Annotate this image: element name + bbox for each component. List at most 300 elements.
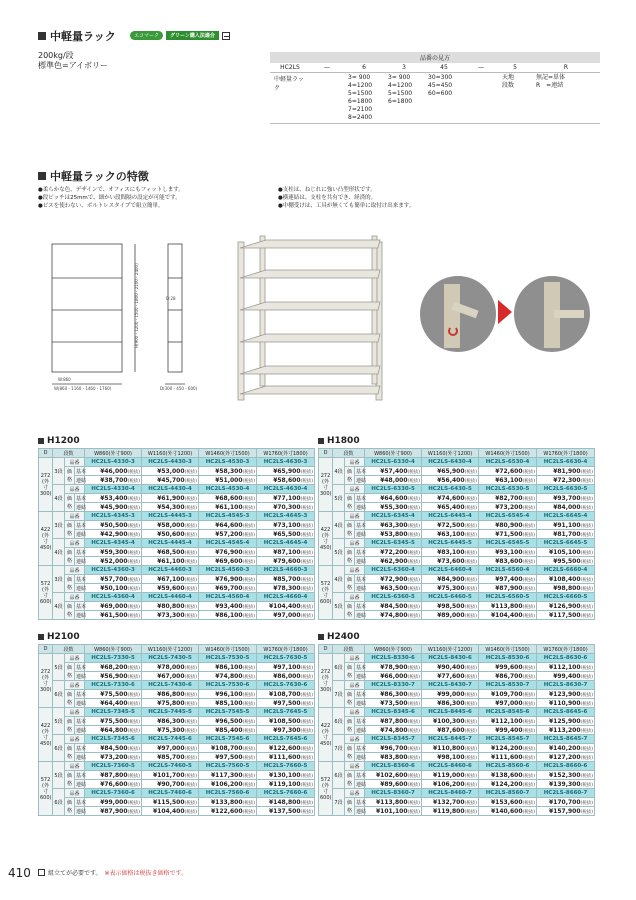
price-base: ¥132,700(税抜) xyxy=(422,798,479,807)
color-spec: 標準色=アイボリー xyxy=(38,61,108,70)
price-base: ¥82,700(税抜) xyxy=(479,494,537,503)
price-base: ¥58,300(税抜) xyxy=(199,467,257,476)
price-linked: ¥78,300(税抜) xyxy=(257,584,315,593)
price-base: ¥153,600(税抜) xyxy=(479,798,537,807)
price-linked: ¥111,600(税抜) xyxy=(479,753,537,762)
price-table-h2400: H2400 D 段数 W860(外寸900) W1160(外寸1200) W1460(外寸1500) W1760(外寸1800) 272 (外寸 300) 6段 品番 HC2LS-8330-6 HC2LS-8430-6 HC2LS-8530-6 HC2LS-8630-6 価格 基本 ¥78,900(税抜) ¥90,400(税抜) ¥99,600(税抜) ¥112,100(税抜) 連結 ¥66,000(税抜) ¥77,600(税抜) ¥86,700(税抜) ¥99,400(税抜) 7段 品番 HC2LS-8330-7 HC2LS-8430-7 HC2LS-8530-7 HC2LS-8630-7 価格 基本 ¥86,300(税抜) ¥99,000(税抜) ¥109,700(税抜) ¥123,900(税抜) 連結 ¥73,500(税抜) ¥86,300(税抜) ¥97,000(税抜) ¥110,900(税抜) 422 (外寸 450) 6段 品番 HC2LS-8345-6 HC2LS-8445-6 HC2LS-8545-6 HC2LS-8645-6 価格 基本 ¥87,800(税抜) ¥100,300(税抜) ¥112,100(税抜) ¥125,900(税抜) 連結 ¥74,800(税抜) ¥87,600(税抜) ¥99,400(税抜) ¥113,200(税抜) 7段 品番 HC2LS-8345-7 HC2LS-8445-7 HC2LS-8545-7 HC2LS-8645-7 価格 基本 ¥96,700(税抜) ¥110,800(税抜) ¥124,200(税抜) ¥140,200(税抜) 連結 ¥83,800(税抜) ¥98,100(税抜) ¥111,600(税抜) ¥127,200(税抜) 572 (外寸 600) 6段 品番 HC2LS-8360-6 HC2LS-8460-6 HC2LS-8560-6 HC2LS-8660-6 価格 基本 ¥102,600(税抜) ¥119,000(税抜) ¥138,600(税抜) ¥152,300(税抜) 連結 ¥89,600(税抜) ¥106,200(税抜) ¥124,200(税抜) ¥139,300(税抜) 7段 品番 HC2LS-8360-7 HC2LS-8460-7 HC2LS-8560-7 HC2LS-8660-7 価格 基本 ¥113,800(税抜) ¥132,700(税抜) ¥153,600(税抜) ¥170,700(税抜) 連結 ¥101,100(税抜) ¥119,800(税抜) ¥140,600(税抜) ¥157,900(税抜) xyxy=(320,632,594,815)
product-code: HC2LS-7530-5 xyxy=(199,654,257,663)
product-code: HC2LS-8345-7 xyxy=(365,735,422,744)
price-base: ¥72,500(税抜) xyxy=(422,521,479,530)
price-base: ¥122,600(税抜) xyxy=(257,744,315,753)
product-code: HC2LS-8645-7 xyxy=(537,735,595,744)
price-base: ¥68,500(税抜) xyxy=(142,548,199,557)
price-linked: ¥61,100(税抜) xyxy=(142,557,199,566)
product-code: HC2LS-7545-5 xyxy=(199,708,257,717)
price-linked: ¥54,300(税抜) xyxy=(142,503,199,512)
price-linked: ¥101,100(税抜) xyxy=(365,807,422,816)
product-code: HC2LS-7345-6 xyxy=(85,735,142,744)
price-base: ¥84,500(税抜) xyxy=(365,602,422,611)
product-code: HC2LS-4360-4 xyxy=(85,593,142,602)
depth-cell: 422 (外寸 450) xyxy=(39,708,53,762)
product-code: HC2LS-7645-6 xyxy=(257,735,315,744)
price-base: ¥133,800(税抜) xyxy=(199,798,257,807)
price-linked: ¥69,600(税抜) xyxy=(199,557,257,566)
price-base: ¥75,500(税抜) xyxy=(85,690,142,699)
feature-item: ●柔らかな色、デザインで、オフィスにもフィットします。 xyxy=(38,187,184,193)
depth-cell: 572 (外寸 600) xyxy=(319,566,333,620)
code-option: 30=300 xyxy=(428,74,453,81)
price-linked: ¥122,600(税抜) xyxy=(199,807,257,816)
product-code: HC2LS-7460-6 xyxy=(142,789,199,798)
product-code: HC2LS-4460-4 xyxy=(142,593,199,602)
price-linked: ¥90,700(税抜) xyxy=(142,780,199,789)
product-code: HC2LS-4560-4 xyxy=(199,593,257,602)
width-header: W1160(外寸1200) xyxy=(142,645,199,654)
product-code: HC2LS-8460-7 xyxy=(422,789,479,798)
product-code: HC2LS-4345-3 xyxy=(85,512,142,521)
price-linked: ¥59,600(税抜) xyxy=(142,584,199,593)
price-linked: ¥111,600(税抜) xyxy=(257,753,315,762)
width-header: W1160(外寸1200) xyxy=(142,449,199,458)
product-code: HC2LS-8345-6 xyxy=(365,708,422,717)
price-linked: ¥70,300(税抜) xyxy=(257,503,315,512)
features-title-text: 中軽量ラックの特徴 xyxy=(50,170,149,183)
tier-count: 5段 xyxy=(53,708,65,735)
product-code: HC2LS-4460-3 xyxy=(142,566,199,575)
price-base: ¥64,600(税抜) xyxy=(199,521,257,530)
product-code: HC2LS-6430-5 xyxy=(422,485,479,494)
price-linked: ¥86,000(税抜) xyxy=(257,672,315,681)
price-linked: ¥95,500(税抜) xyxy=(537,557,595,566)
price-base: ¥86,300(税抜) xyxy=(142,717,199,726)
price-table-title: H2400 xyxy=(318,632,595,642)
price-linked: ¥87,600(税抜) xyxy=(422,726,479,735)
price-base: ¥93,100(税抜) xyxy=(479,548,537,557)
eco-mark-badge: エコマーク xyxy=(130,31,163,40)
price-base: ¥113,800(税抜) xyxy=(479,602,537,611)
price-linked: ¥73,200(税抜) xyxy=(479,503,537,512)
tier-count: 5段 xyxy=(333,539,345,566)
price-linked: ¥110,900(税抜) xyxy=(537,699,595,708)
product-code: HC2LS-4530-3 xyxy=(199,458,257,467)
tier-count: 7段 xyxy=(333,681,345,708)
price-linked: ¥48,000(税抜) xyxy=(365,476,422,485)
product-code: HC2LS-4645-3 xyxy=(257,512,315,521)
price-linked: ¥63,500(税抜) xyxy=(365,584,422,593)
price-linked: ¥98,800(税抜) xyxy=(537,584,595,593)
product-code: HC2LS-4430-3 xyxy=(142,458,199,467)
price-base: ¥78,000(税抜) xyxy=(142,663,199,672)
price-linked: ¥73,300(税抜) xyxy=(142,611,199,620)
product-code: HC2LS-8630-6 xyxy=(537,654,595,663)
product-code: HC2LS-7360-6 xyxy=(85,789,142,798)
price-linked: ¥75,300(税抜) xyxy=(142,726,199,735)
tier-count: 4段 xyxy=(53,593,65,620)
code-guide-caption: 品番の見方 xyxy=(270,52,600,63)
product-code: HC2LS-7545-6 xyxy=(199,735,257,744)
price-linked: ¥127,200(税抜) xyxy=(537,753,595,762)
product-code: HC2LS-8445-7 xyxy=(422,735,479,744)
code-option: 7=2100 xyxy=(348,106,373,113)
price-linked: ¥52,000(税抜) xyxy=(85,557,142,566)
price-linked: ¥99,400(税抜) xyxy=(479,726,537,735)
price-linked: ¥74,800(税抜) xyxy=(365,611,422,620)
price-linked: ¥50,100(税抜) xyxy=(85,584,142,593)
tier-count: 6段 xyxy=(53,735,65,762)
width-header: W860(外寸900) xyxy=(85,645,142,654)
code-part: 6 xyxy=(344,63,384,73)
product-code: HC2LS-6660-4 xyxy=(537,566,595,575)
price-base: ¥140,200(税抜) xyxy=(537,744,595,753)
width-header: W1460(外寸1500) xyxy=(479,449,537,458)
product-code: HC2LS-4530-4 xyxy=(199,485,257,494)
price-base: ¥101,700(税抜) xyxy=(142,771,199,780)
product-code: HC2LS-4430-4 xyxy=(142,485,199,494)
code-option: 3= 900 xyxy=(348,74,371,81)
price-base: ¥76,900(税抜) xyxy=(199,575,257,584)
eco-badges xyxy=(130,31,230,40)
price-base: ¥109,700(税抜) xyxy=(479,690,537,699)
product-code: HC2LS-7430-5 xyxy=(142,654,199,663)
price-base: ¥96,700(税抜) xyxy=(365,744,422,753)
price-linked: ¥85,400(税抜) xyxy=(199,726,257,735)
product-code: HC2LS-8560-6 xyxy=(479,762,537,771)
price-linked: ¥66,000(税抜) xyxy=(365,672,422,681)
price-base: ¥115,500(税抜) xyxy=(142,798,199,807)
price-base: ¥93,700(税抜) xyxy=(537,494,595,503)
price-base: ¥96,500(税抜) xyxy=(199,717,257,726)
depth-cell: 572 (外寸 600) xyxy=(319,762,333,816)
price-base: ¥108,700(税抜) xyxy=(257,690,315,699)
price-linked: ¥97,500(税抜) xyxy=(199,753,257,762)
code-option: 4=1200 xyxy=(388,82,413,89)
product-code: HC2LS-8645-6 xyxy=(537,708,595,717)
price-base: ¥84,500(税抜) xyxy=(85,744,142,753)
assembly-note: 組立てが必要です。 xyxy=(48,870,102,877)
price-linked: ¥97,300(税抜) xyxy=(257,726,315,735)
green-purchase-badge: グリーン購入法適合 xyxy=(166,31,219,40)
product-code: HC2LS-4660-3 xyxy=(257,566,315,575)
price-base: ¥67,100(税抜) xyxy=(142,575,199,584)
code-option: 6=1800 xyxy=(348,98,373,105)
code-guide xyxy=(270,52,600,124)
tier-count: 7段 xyxy=(333,789,345,816)
price-base: ¥108,700(税抜) xyxy=(199,744,257,753)
tier-count: 7段 xyxy=(333,735,345,762)
rack-product-image xyxy=(230,236,390,404)
features-right xyxy=(278,186,414,210)
price-linked: ¥65,400(税抜) xyxy=(422,503,479,512)
product-code: HC2LS-7345-5 xyxy=(85,708,142,717)
product-code: HC2LS-8360-7 xyxy=(365,789,422,798)
price-base: ¥90,400(税抜) xyxy=(422,663,479,672)
price-base: ¥110,800(税抜) xyxy=(422,744,479,753)
feature-item: ●中棚受けは、工具が無くても簡単に取付け出来ます。 xyxy=(278,203,415,209)
features-square xyxy=(38,172,46,180)
product-code: HC2LS-8360-6 xyxy=(365,762,422,771)
price-base: ¥58,000(税抜) xyxy=(142,521,199,530)
price-linked: ¥119,800(税抜) xyxy=(422,807,479,816)
product-code: HC2LS-8530-6 xyxy=(479,654,537,663)
price-base: ¥76,900(税抜) xyxy=(199,548,257,557)
depth-cell: 422 (外寸 450) xyxy=(39,512,53,566)
tier-count: 5段 xyxy=(53,654,65,681)
product-code: HC2LS-6345-5 xyxy=(365,539,422,548)
code-option: 3= 900 xyxy=(388,74,411,81)
product-code: HC2LS-6545-5 xyxy=(479,539,537,548)
product-code: HC2LS-8430-7 xyxy=(422,681,479,690)
product-code: HC2LS-7445-6 xyxy=(142,735,199,744)
product-code: HC2LS-8330-6 xyxy=(365,654,422,663)
code-part: R xyxy=(532,63,600,73)
price-linked: ¥137,500(税抜) xyxy=(257,807,315,816)
code-option: 5=1500 xyxy=(388,90,413,97)
width-header: W860(外寸900) xyxy=(85,449,142,458)
price-linked: ¥140,600(税抜) xyxy=(479,807,537,816)
product-code: HC2LS-7660-6 xyxy=(257,789,315,798)
depth-cell: 272 (外寸 300) xyxy=(319,458,333,512)
price-base: ¥108,500(税抜) xyxy=(257,717,315,726)
price-base: ¥57,400(税抜) xyxy=(365,467,422,476)
price-base: ¥97,100(税抜) xyxy=(257,663,315,672)
price-table-h1800: H1800 D 段数 W860(外寸900) W1160(外寸1200) W1460(外寸1500) W1760(外寸1800) 272 (外寸 300) 4段 品番 HC2LS-6330-4 HC2LS-6430-4 HC2LS-6530-4 HC2LS-6630-4 価格 基本 ¥57,400(税抜) ¥65,900(税抜) ¥72,600(税抜) ¥81,900(税抜) 連結 ¥48,000(税抜) ¥56,400(税抜) ¥63,100(税抜) ¥72,300(税抜) 5段 品番 HC2LS-6330-5 HC2LS-6430-5 HC2LS-6530-5 HC2LS-6630-5 価格 基本 ¥64,600(税抜) ¥74,600(税抜) ¥82,700(税抜) ¥93,700(税抜) 連結 ¥55,300(税抜) ¥65,400(税抜) ¥73,200(税抜) ¥84,000(税抜) 422 (外寸 450) 4段 品番 HC2LS-6345-4 HC2LS-6445-4 HC2LS-6545-4 HC2LS-6645-4 価格 基本 ¥63,300(税抜) ¥72,500(税抜) ¥80,900(税抜) ¥91,100(税抜) 連結 ¥53,800(税抜) ¥63,100(税抜) ¥71,500(税抜) ¥81,700(税抜) 5段 品番 HC2LS-6345-5 HC2LS-6445-5 HC2LS-6545-5 HC2LS-6645-5 価格 基本 ¥72,200(税抜) ¥83,100(税抜) ¥93,100(税抜) ¥105,100(税抜) 連結 ¥62,900(税抜) ¥73,600(税抜) ¥83,600(税抜) ¥95,500(税抜) 572 (外寸 600) 4段 品番 HC2LS-6360-4 HC2LS-6460-4 HC2LS-6560-4 HC2LS-6660-4 価格 基本 ¥72,900(税抜) ¥84,900(税抜) ¥97,400(税抜) ¥108,400(税抜) 連結 ¥63,500(税抜) ¥75,300(税抜) ¥87,900(税抜) ¥98,800(税抜) 5段 品番 HC2LS-6360-5 HC2LS-6460-5 HC2LS-6560-5 HC2LS-6660-5 価格 基本 ¥84,500(税抜) ¥98,500(税抜) ¥113,800(税抜) ¥126,900(税抜) 連結 ¥74,800(税抜) ¥89,000(税抜) ¥104,400(税抜) ¥117,500(税抜) xyxy=(320,436,594,619)
d-range-label: D(300・450・600) xyxy=(160,386,198,391)
price-base: ¥123,900(税抜) xyxy=(537,690,595,699)
tier-count: 5段 xyxy=(333,485,345,512)
product-code: HC2LS-4545-3 xyxy=(199,512,257,521)
features-title xyxy=(38,168,149,184)
price-linked: ¥106,200(税抜) xyxy=(422,780,479,789)
product-code: HC2LS-8445-6 xyxy=(422,708,479,717)
product-code: HC2LS-6660-5 xyxy=(537,593,595,602)
product-code: HC2LS-6645-5 xyxy=(537,539,595,548)
price-linked: ¥62,900(税抜) xyxy=(365,557,422,566)
price-base: ¥112,100(税抜) xyxy=(537,663,595,672)
feature-item: ●段ピッチは25mmで、細かい段間隔の設定が可能です。 xyxy=(38,195,181,201)
d-label: D:28 xyxy=(166,296,176,301)
price-base: ¥63,300(税抜) xyxy=(365,521,422,530)
price-linked: ¥64,400(税抜) xyxy=(85,699,142,708)
price-linked: ¥157,900(税抜) xyxy=(537,807,595,816)
feature-item: ●横連結は、支柱を共有でき、経済的。 xyxy=(278,195,377,201)
product-code: HC2LS-6630-4 xyxy=(537,458,595,467)
price-base: ¥86,300(税抜) xyxy=(365,690,422,699)
price-base: ¥75,500(税抜) xyxy=(85,717,142,726)
price-linked: ¥85,100(税抜) xyxy=(199,699,257,708)
price-linked: ¥75,300(税抜) xyxy=(422,584,479,593)
price-base: ¥57,700(税抜) xyxy=(85,575,142,584)
price-linked: ¥77,600(税抜) xyxy=(422,672,479,681)
price-linked: ¥119,100(税抜) xyxy=(257,780,315,789)
price-base: ¥148,800(税抜) xyxy=(257,798,315,807)
price-linked: ¥74,800(税抜) xyxy=(199,672,257,681)
code-option: 8=2400 xyxy=(348,114,373,121)
product-code: HC2LS-4445-4 xyxy=(142,539,199,548)
price-linked: ¥99,400(税抜) xyxy=(537,672,595,681)
price-linked: ¥58,600(税抜) xyxy=(257,476,315,485)
depth-cell: 572 (外寸 600) xyxy=(39,566,53,620)
price-linked: ¥55,300(税抜) xyxy=(365,503,422,512)
price-linked: ¥83,600(税抜) xyxy=(479,557,537,566)
product-code: HC2LS-6530-4 xyxy=(479,458,537,467)
depth-cell: 272 (外寸 300) xyxy=(319,654,333,708)
page-number: 410 xyxy=(8,866,31,880)
product-code: HC2LS-7460-5 xyxy=(142,762,199,771)
price-linked: ¥67,000(税抜) xyxy=(142,672,199,681)
tier-count: 5段 xyxy=(333,593,345,620)
product-code: HC2LS-8330-7 xyxy=(365,681,422,690)
feature-item: ●ビスを使わない、ボルトレスタイプで組立簡単。 xyxy=(38,203,164,209)
tier-count: 6段 xyxy=(333,708,345,735)
product-code: HC2LS-8660-6 xyxy=(537,762,595,771)
price-linked: ¥124,200(税抜) xyxy=(479,780,537,789)
price-base: ¥65,900(税抜) xyxy=(422,467,479,476)
price-linked: ¥79,600(税抜) xyxy=(257,557,315,566)
price-base: ¥117,300(税抜) xyxy=(199,771,257,780)
width-header: W1460(外寸1500) xyxy=(199,645,257,654)
price-base: ¥97,400(税抜) xyxy=(479,575,537,584)
code-option: R =連結 xyxy=(536,82,564,89)
price-linked: ¥89,600(税抜) xyxy=(365,780,422,789)
price-base: ¥84,900(税抜) xyxy=(422,575,479,584)
price-linked: ¥87,900(税抜) xyxy=(479,584,537,593)
tier-count: 4段 xyxy=(53,539,65,566)
price-base: ¥72,600(税抜) xyxy=(479,467,537,476)
product-code: HC2LS-8560-7 xyxy=(479,789,537,798)
tax-note: ※表示価格は税抜き価格です。 xyxy=(104,870,188,877)
price-base: ¥87,800(税抜) xyxy=(85,771,142,780)
price-base: ¥113,800(税抜) xyxy=(365,798,422,807)
product-code: HC2LS-7330-6 xyxy=(85,681,142,690)
product-code: HC2LS-8430-6 xyxy=(422,654,479,663)
price-base: ¥87,100(税抜) xyxy=(257,548,315,557)
price-linked: ¥106,200(税抜) xyxy=(199,780,257,789)
price-linked: ¥117,500(税抜) xyxy=(537,611,595,620)
price-linked: ¥69,700(税抜) xyxy=(199,584,257,593)
tier-count: 4段 xyxy=(333,566,345,593)
footer-note xyxy=(38,868,187,877)
product-code: HC2LS-6445-4 xyxy=(422,512,479,521)
width-header: W1460(外寸1500) xyxy=(199,449,257,458)
price-base: ¥91,100(税抜) xyxy=(537,521,595,530)
tier-count: 6段 xyxy=(53,789,65,816)
price-base: ¥74,600(税抜) xyxy=(422,494,479,503)
price-linked: ¥57,200(税抜) xyxy=(199,530,257,539)
price-base: ¥126,900(税抜) xyxy=(537,602,595,611)
product-code: HC2LS-4630-3 xyxy=(257,458,315,467)
depth-cell: 272 (外寸 300) xyxy=(39,458,53,512)
product-code: HC2LS-4345-4 xyxy=(85,539,142,548)
price-base: ¥77,100(税抜) xyxy=(257,494,315,503)
price-linked: ¥73,200(税抜) xyxy=(85,753,142,762)
price-base: ¥87,800(税抜) xyxy=(365,717,422,726)
price-table-title: H1800 xyxy=(318,436,595,446)
product-code: HC2LS-6460-4 xyxy=(422,566,479,575)
product-code: HC2LS-4660-4 xyxy=(257,593,315,602)
depth-cell: 572 (外寸 600) xyxy=(39,762,53,816)
w-range-label: W(860・1160・1460・1760) xyxy=(54,386,112,391)
product-code: HC2LS-6545-4 xyxy=(479,512,537,521)
price-base: ¥102,600(税抜) xyxy=(365,771,422,780)
code-part: — xyxy=(464,63,498,73)
width-header: W860(外寸900) xyxy=(365,449,422,458)
product-code: HC2LS-8660-7 xyxy=(537,789,595,798)
product-code: HC2LS-6330-4 xyxy=(365,458,422,467)
price-base: ¥53,000(税抜) xyxy=(142,467,199,476)
tier-count: 5段 xyxy=(53,762,65,789)
product-code: HC2LS-6430-4 xyxy=(422,458,479,467)
price-base: ¥152,300(税抜) xyxy=(537,771,595,780)
tier-count: 4段 xyxy=(333,458,345,485)
price-linked: ¥97,500(税抜) xyxy=(257,699,315,708)
price-base: ¥50,500(税抜) xyxy=(85,521,142,530)
price-linked: ¥63,100(税抜) xyxy=(479,476,537,485)
price-linked: ¥85,700(税抜) xyxy=(142,753,199,762)
price-linked: ¥84,000(税抜) xyxy=(537,503,595,512)
price-base: ¥53,400(税抜) xyxy=(85,494,142,503)
product-code: HC2LS-8460-6 xyxy=(422,762,479,771)
price-linked: ¥45,900(税抜) xyxy=(85,503,142,512)
product-code: HC2LS-6530-5 xyxy=(479,485,537,494)
price-linked: ¥53,800(税抜) xyxy=(365,530,422,539)
code-part: 5 xyxy=(498,63,532,73)
tier-count: 4段 xyxy=(333,512,345,539)
price-linked: ¥86,700(税抜) xyxy=(479,672,537,681)
page-title xyxy=(38,28,116,44)
product-code: HC2LS-4360-3 xyxy=(85,566,142,575)
title-square xyxy=(38,32,46,40)
price-base: ¥80,900(税抜) xyxy=(479,521,537,530)
product-code: HC2LS-7630-5 xyxy=(257,654,315,663)
price-base: ¥99,000(税抜) xyxy=(85,798,142,807)
product-code: HC2LS-6630-5 xyxy=(537,485,595,494)
price-base: ¥86,100(税抜) xyxy=(199,663,257,672)
price-linked: ¥50,600(税抜) xyxy=(142,530,199,539)
price-linked: ¥97,000(税抜) xyxy=(479,699,537,708)
width-header: W1760(外寸1800) xyxy=(257,645,315,654)
code-option: 6=1800 xyxy=(388,98,413,105)
price-linked: ¥56,900(税抜) xyxy=(85,672,142,681)
price-base: ¥68,200(税抜) xyxy=(85,663,142,672)
product-code: HC2LS-7360-5 xyxy=(85,762,142,771)
price-base: ¥108,400(税抜) xyxy=(537,575,595,584)
price-linked: ¥139,300(税抜) xyxy=(537,780,595,789)
product-code: HC2LS-6560-4 xyxy=(479,566,537,575)
price-linked: ¥81,700(税抜) xyxy=(537,530,595,539)
price-base: ¥100,300(税抜) xyxy=(422,717,479,726)
price-base: ¥72,200(税抜) xyxy=(365,548,422,557)
product-code: HC2LS-4560-3 xyxy=(199,566,257,575)
price-linked: ¥65,500(税抜) xyxy=(257,530,315,539)
price-base: ¥97,000(税抜) xyxy=(142,744,199,753)
tier-count: 6段 xyxy=(333,654,345,681)
product-code: HC2LS-7630-6 xyxy=(257,681,315,690)
product-code: HC2LS-8545-7 xyxy=(479,735,537,744)
price-linked: ¥38,700(税抜) xyxy=(85,476,142,485)
width-header: W1760(外寸1800) xyxy=(537,449,595,458)
product-code: HC2LS-7330-5 xyxy=(85,654,142,663)
product-code: HC2LS-7430-6 xyxy=(142,681,199,690)
product-code: HC2LS-7560-5 xyxy=(199,762,257,771)
tier-count: 6段 xyxy=(53,681,65,708)
arrow-icon xyxy=(496,300,514,324)
price-base: ¥130,100(税抜) xyxy=(257,771,315,780)
price-table-h2100: H2100 D 段数 W860(外寸900) W1160(外寸1200) W1460(外寸1500) W1760(外寸1800) 272 (外寸 300) 5段 品番 HC2LS-7330-5 HC2LS-7430-5 HC2LS-7530-5 HC2LS-7630-5 価格 基本 ¥68,200(税抜) ¥78,000(税抜) ¥86,100(税抜) ¥97,100(税抜) 連結 ¥56,900(税抜) ¥67,000(税抜) ¥74,800(税抜) ¥86,000(税抜) 6段 品番 HC2LS-7330-6 HC2LS-7430-6 HC2LS-7530-6 HC2LS-7630-6 価格 基本 ¥75,500(税抜) ¥86,800(税抜) ¥96,100(税抜) ¥108,700(税抜) 連結 ¥64,400(税抜) ¥75,800(税抜) ¥85,100(税抜) ¥97,500(税抜) 422 (外寸 450) 5段 品番 HC2LS-7345-5 HC2LS-7445-5 HC2LS-7545-5 HC2LS-7645-5 価格 基本 ¥75,500(税抜) ¥86,300(税抜) ¥96,500(税抜) ¥108,500(税抜) 連結 ¥64,800(税抜) ¥75,300(税抜) ¥85,400(税抜) ¥97,300(税抜) 6段 品番 HC2LS-7345-6 HC2LS-7445-6 HC2LS-7545-6 HC2LS-7645-6 価格 基本 ¥84,500(税抜) ¥97,000(税抜) ¥108,700(税抜) ¥122,600(税抜) 連結 ¥73,200(税抜) ¥85,700(税抜) ¥97,500(税抜) ¥111,600(税抜) 572 (外寸 600) 5段 品番 HC2LS-7360-5 HC2LS-7460-5 HC2LS-7560-5 HC2LS-7660-5 価格 基本 ¥87,800(税抜) ¥101,700(税抜) ¥117,300(税抜) ¥130,100(税抜) 連結 ¥76,600(税抜) ¥90,700(税抜) ¥106,200(税抜) ¥119,100(税抜) 6段 品番 HC2LS-7360-6 HC2LS-7460-6 HC2LS-7560-6 HC2LS-7660-6 価格 基本 ¥99,000(税抜) ¥115,500(税抜) ¥133,800(税抜) ¥148,800(税抜) 連結 ¥87,900(税抜) ¥104,400(税抜) ¥122,600(税抜) ¥137,500(税抜) xyxy=(40,632,314,815)
price-base: ¥105,100(税抜) xyxy=(537,548,595,557)
price-base: ¥73,100(税抜) xyxy=(257,521,315,530)
price-base: ¥85,700(税抜) xyxy=(257,575,315,584)
price-linked: ¥104,400(税抜) xyxy=(479,611,537,620)
